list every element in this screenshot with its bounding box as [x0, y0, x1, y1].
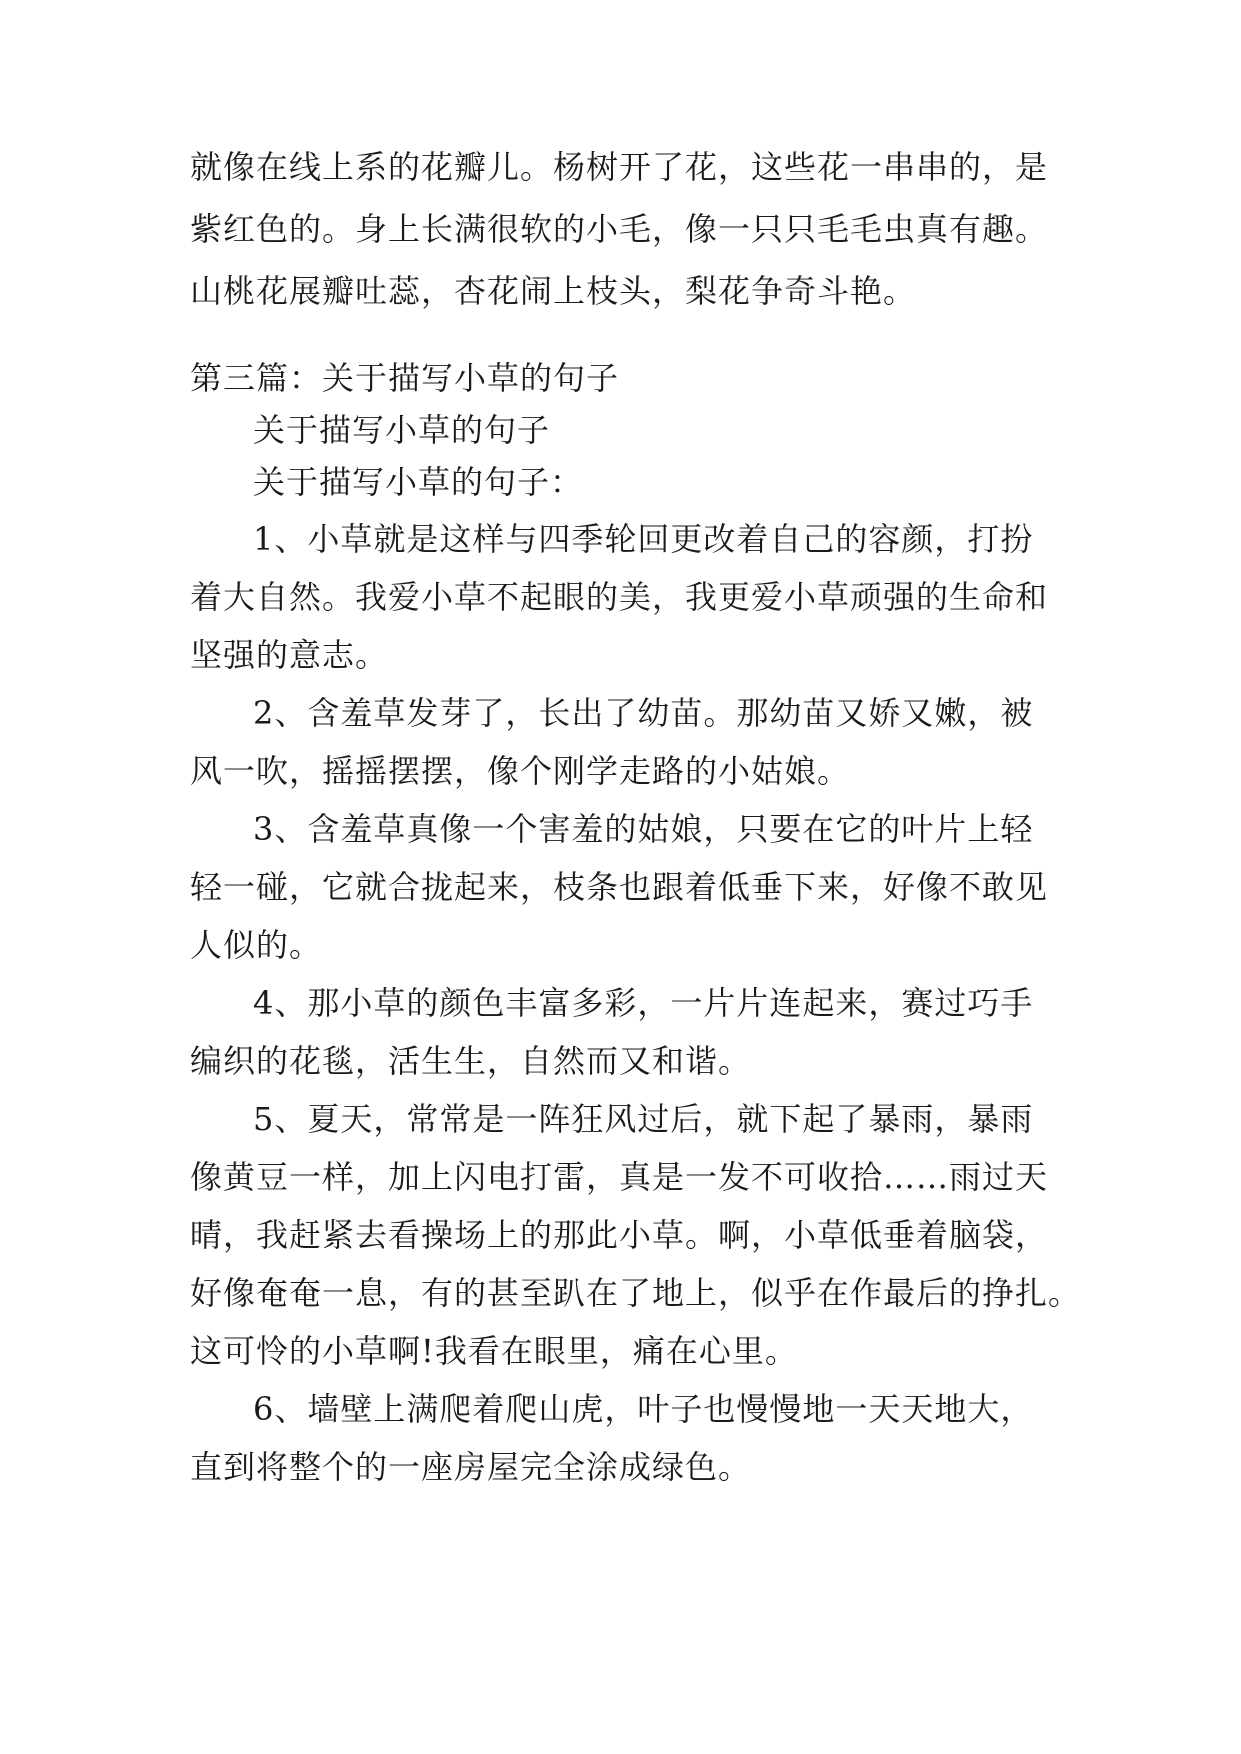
item-1-line-2: 着大自然。我爱小草不起眼的美，我更爱小草顽强的生命和 — [190, 578, 1049, 616]
intro-line-3: 山桃花展瓣吐蕊，杏花闹上枝头，梨花争奇斗艳。 — [190, 272, 917, 310]
item-5-line-5: 这可怜的小草啊!我看在眼里，痛在心里。 — [190, 1332, 798, 1370]
item-1-line-1: 1、小草就是这样与四季轮回更改着自己的容颜，打扮 — [253, 520, 1034, 558]
item-2-line-1: 2、含羞草发芽了，长出了幼苗。那幼苗又娇又嫩，被 — [253, 694, 1034, 732]
intro-line-2: 紫红色的。身上长满很软的小毛，像一只只毛毛虫真有趣。 — [190, 210, 1049, 248]
section-subtitle: 关于描写小草的句子 — [253, 411, 551, 449]
section-lead: 关于描写小草的句子： — [253, 463, 584, 501]
item-6-line-2: 直到将整个的一座房屋完全涂成绿色。 — [190, 1448, 752, 1486]
intro-line-1: 就像在线上系的花瓣儿。杨树开了花，这些花一串串的，是 — [190, 148, 1049, 186]
item-4-line-1: 4、那小草的颜色丰富多彩，一片片连起来，赛过巧手 — [253, 984, 1034, 1022]
item-3-line-1: 3、含羞草真像一个害羞的姑娘，只要在它的叶片上轻 — [253, 810, 1034, 848]
item-5-line-1: 5、夏天，常常是一阵狂风过后，就下起了暴雨，暴雨 — [253, 1100, 1034, 1138]
item-1-line-3: 坚强的意志。 — [190, 636, 389, 674]
section-heading: 第三篇：关于描写小草的句子 — [190, 359, 620, 397]
item-5-line-2: 像黄豆一样，加上闪电打雷，真是一发不可收拾……雨过天 — [190, 1158, 1049, 1196]
item-3-line-2: 轻一碰，它就合拢起来，枝条也跟着低垂下来，好像不敢见 — [190, 868, 1049, 906]
item-4-line-2: 编织的花毯，活生生，自然而又和谐。 — [190, 1042, 752, 1080]
item-3-line-3: 人似的。 — [190, 926, 323, 964]
item-5-line-3: 晴，我赶紧去看操场上的那此小草。啊，小草低垂着脑袋， — [190, 1216, 1049, 1254]
item-2-line-2: 风一吹，摇摇摆摆，像个刚学走路的小姑娘。 — [190, 752, 851, 790]
item-5-line-4: 好像奄奄一息，有的甚至趴在了地上，似乎在作最后的挣扎。 — [190, 1274, 1082, 1312]
item-6-line-1: 6、墙壁上满爬着爬山虎，叶子也慢慢地一天天地大， — [253, 1390, 1034, 1428]
